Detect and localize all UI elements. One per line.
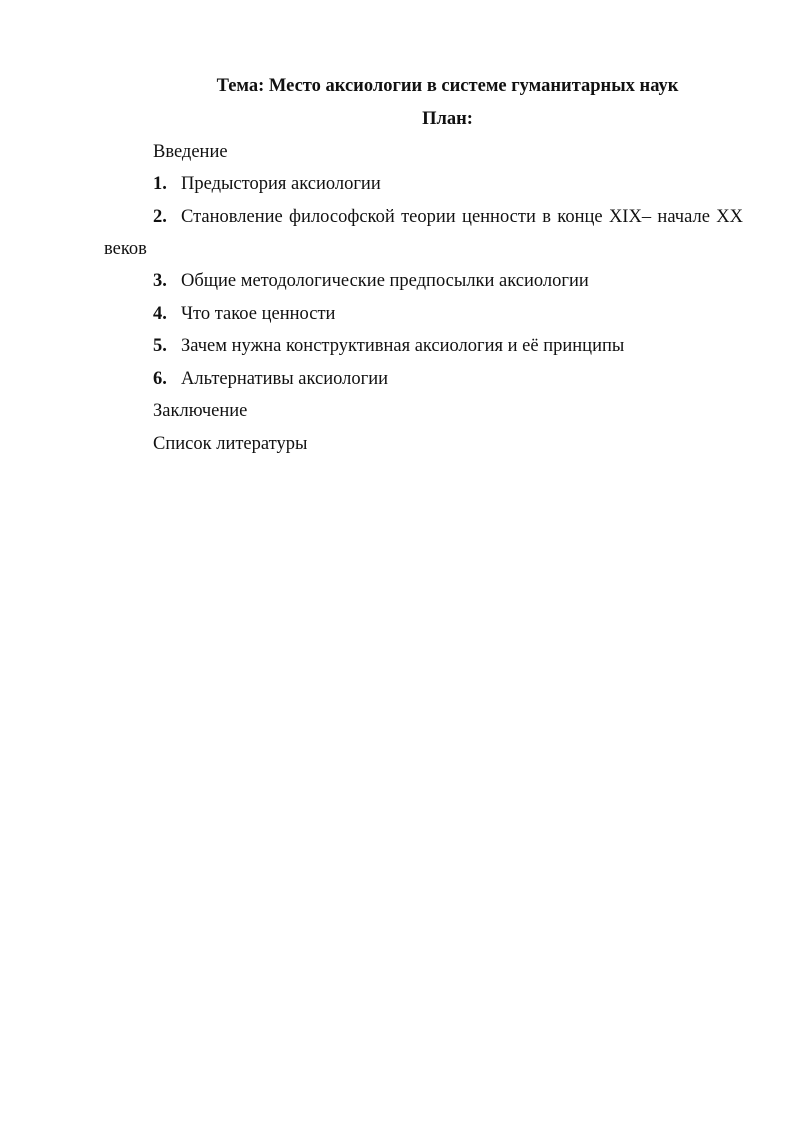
- plan-title: План:: [422, 109, 473, 129]
- plan-item-number: 2.: [153, 207, 167, 227]
- topic-title: Тема: Место аксиологии в системе гуманитарных наук: [216, 76, 679, 96]
- plan-item-text: Альтернативы аксиологии: [181, 369, 389, 389]
- plan-item-number: 4.: [153, 304, 167, 324]
- plan-item-number: 1.: [153, 174, 167, 194]
- references-line: Список литературы: [153, 434, 308, 454]
- plan-item-text: Зачем нужна конструктивная аксиология и её принципы: [181, 336, 625, 356]
- plan-item-text: Предыстория аксиологии: [181, 174, 381, 194]
- plan-item-number: 6.: [153, 369, 167, 389]
- plan-item-number: 5.: [153, 336, 167, 356]
- plan-item-text: Что такое ценности: [181, 304, 336, 324]
- plan-item-text: Общие методологические предпосылки аксиологии: [181, 271, 589, 291]
- intro-line: Введение: [153, 142, 228, 162]
- plan-item-number: 3.: [153, 271, 167, 291]
- plan-item-continuation: веков: [104, 239, 147, 259]
- conclusion-line: Заключение: [153, 401, 248, 421]
- plan-item-text: Становление философской теории ценности в конце XIX– начале XX: [181, 207, 743, 227]
